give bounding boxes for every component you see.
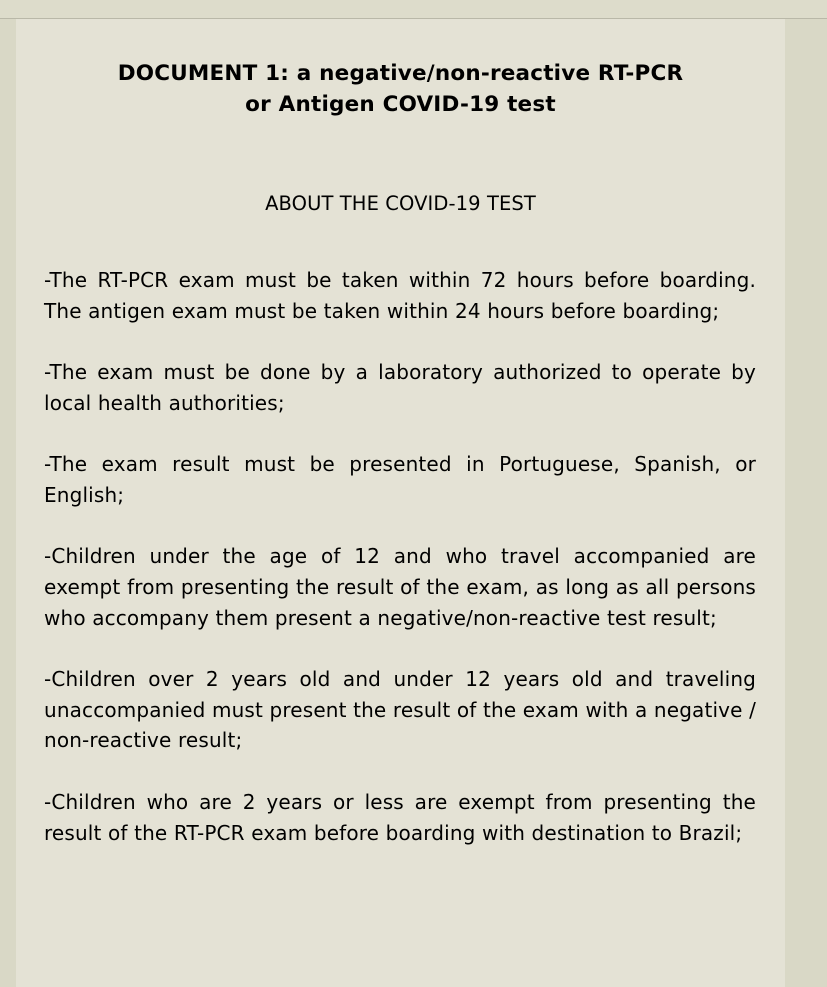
requirements-list bbox=[44, 265, 756, 879]
page-margin bbox=[785, 19, 827, 987]
document-title bbox=[16, 58, 785, 120]
requirement-unaccompanied-children: -Children over 2 years old and under 12 years old and traveling unaccompanied must present the result of the exam with a negative / non-reactive result; bbox=[44, 667, 756, 753]
top-rule bbox=[0, 0, 827, 19]
section-heading: ABOUT THE COVID-19 TEST bbox=[265, 192, 536, 215]
document-title-line-1: DOCUMENT 1: a negative/non-reactive RT-PCR bbox=[117, 61, 684, 86]
requirement-language: -The exam result must be presented in Portuguese, Spanish, or English; bbox=[44, 452, 756, 507]
requirement-timing: -The RT-PCR exam must be taken within 72 hours before boarding. The antigen exam must be taken within 24 hours before boarding; bbox=[44, 268, 756, 323]
document-panel bbox=[16, 19, 785, 987]
document-title-line-2: or Antigen COVID-19 test bbox=[245, 92, 556, 117]
requirement-accompanied-children: -Children under the age of 12 and who travel accompanied are exempt from presenting the result of the exam, as long as all persons who accompany them present a negative/non-reactive test result; bbox=[44, 544, 756, 630]
requirement-laboratory: -The exam must be done by a laboratory authorized to operate by local health authorities; bbox=[44, 360, 756, 415]
requirement-infants: -Children who are 2 years or less are exempt from presenting the result of the RT-PCR exam before boarding with destination to Brazil; bbox=[44, 789, 756, 845]
